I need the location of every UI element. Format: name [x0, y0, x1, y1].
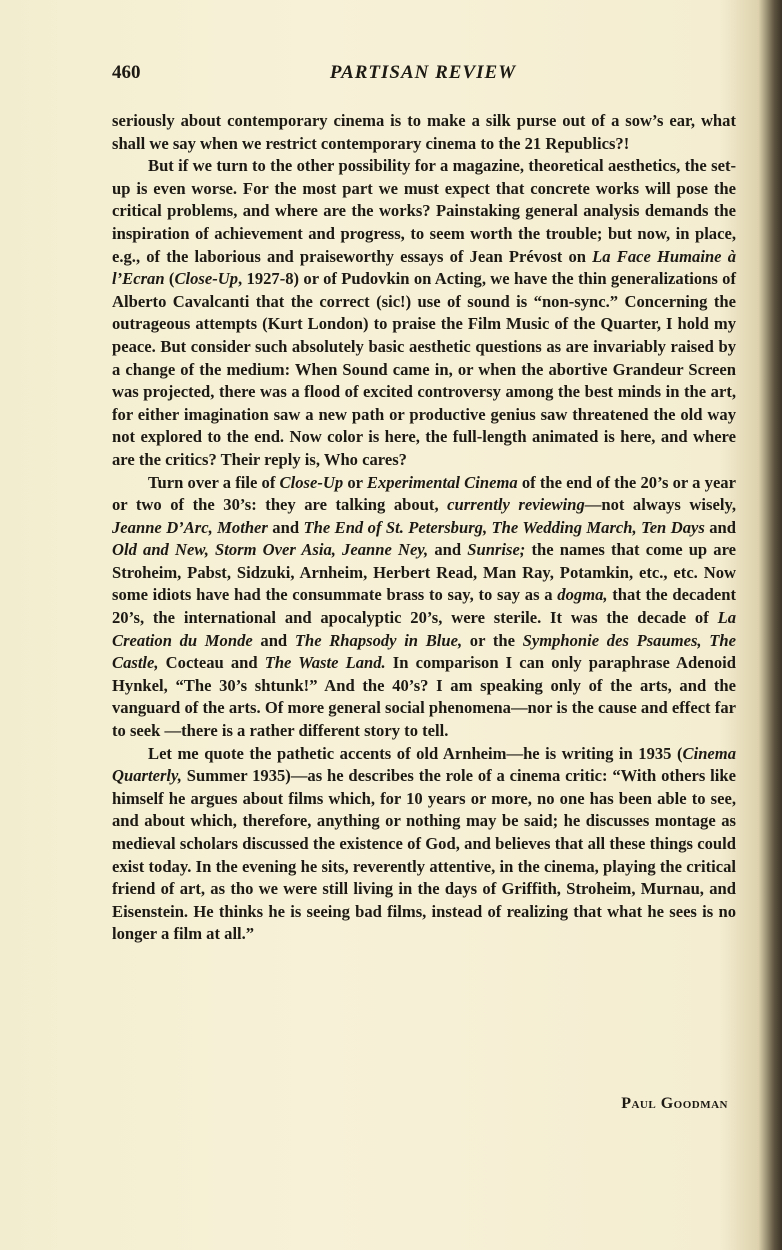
italic-run: currently reviewing: [447, 495, 585, 515]
text-run: seriously about contemporary cinema is to make a silk purse out of a sow’s ear, what shall we say when we restrict contemporary cinema to the 21 Republics?!: [112, 111, 736, 153]
italic-run: La Face Humaine à l’Ecran: [112, 246, 736, 289]
text-run: and: [252, 630, 295, 650]
paragraph: [112, 743, 736, 946]
text-run: the names that come up are Stroheim, Pabst, Sidzuki, Arnheim, Herbert Read, Man Ray, Potamkin, etc., etc. Now some idiots have had the consummate brass to say, to say as a: [112, 540, 736, 605]
text-run: Cocteau and: [158, 653, 265, 673]
text-run: and: [267, 517, 304, 537]
text-run: —not always wisely,: [584, 495, 736, 515]
italic-run: The End of St. Petersburg, The Wedding March, Ten Days: [303, 517, 705, 537]
text-run: or the: [462, 630, 523, 650]
italic-run: The Waste Land.: [264, 653, 386, 673]
italic-run: Close-Up: [174, 269, 239, 289]
text-run: that the decadent 20’s, the international and apocalyptic 20’s, were sterile. It was the decade of: [112, 585, 736, 628]
italic-run: Symphonie des Psaumes, The Castle,: [112, 630, 736, 673]
text-run: or: [343, 472, 367, 492]
text-run: But if we turn to the other possibility for a magazine, theoretical aesthetics, the set-up is even worse. For the most part we must expect that concrete works will pose the critical problems, and where are the works? Painstaking general analysis demands the inspiration of achievement and progress, to seem worth the trouble; but now, in place, e.g., of the laborious and praiseworthy essays of Jean Prévost on: [112, 156, 736, 266]
text-run: Turn over a file of: [148, 472, 280, 492]
paragraph: [112, 155, 736, 471]
text-run: , 1927-8) or of Pudovkin on Acting, we have the thin generalizations of Alberto Cavalcanti that the correct (sic!) use of sound is “non-sync.” Concerning the outrageous attempts (Kurt London) to praise the Film Music of the Quarter, I hold my peace. But consider such absolutely basic aesthetic questions as are invariably raised by a change of the medium: When Sound came in, or when the abortive Grandeur Screen was projected, there was a flood of excited controversy among the best minds in the art, for either imagination saw a new path or productive genius saw threatened the old way not explored to the end. Now color is here, the full-length animated is here, and where are the critics? Their reply is, Who cares?: [112, 269, 736, 469]
text-run: and: [704, 517, 736, 537]
page-number: 460: [112, 62, 141, 83]
paragraph: [112, 110, 736, 155]
italic-run: Cinema Quarterly,: [112, 743, 736, 786]
italic-run: dogma,: [557, 585, 608, 605]
text-run: Let me quote the pathetic accents of old Arnheim—he is writing in 1935 (: [148, 743, 683, 763]
text-run: (: [164, 269, 175, 289]
text-run: In comparison I can only paraphrase Adenoid Hynkel, “The 30’s shtunk!” And the 40’s? I am speaking only of the arts, and the vanguard of the arts. Of more general social phenomena—nor is the cause and effect far to seek —there is a rather different story to tell.: [112, 653, 736, 741]
italic-run: Close-Up: [279, 472, 344, 492]
italic-run: Experimental Cinema: [366, 472, 518, 492]
journal-title: PARTISAN REVIEW: [329, 62, 517, 83]
text-run: and: [428, 540, 468, 560]
italic-run: Sunrise;: [467, 540, 526, 560]
text-run: of the end of the 20’s or a year or two of the 30’s: they are talking about,: [112, 472, 736, 515]
italic-run: The Rhapsody in Blue,: [294, 630, 463, 650]
text-run: Summer 1935)—as he describes the role of a cinema critic: “With others like himself he argues about films which, for 10 years or more, no one has been able to see, and about which, therefore, anything or nothing may be said; he discusses montage as medieval scholars discussed the existence of God, and believes that all these things could exist today. In the evening he sits, reverently attentive, in the cinema, playing the critical friend of art, as tho we were still living in the days of Griffith, Stroheim, Murnau, and Eisenstein. He thinks he is seeing bad films, instead of realizing that what he sees is no longer a film at all.”: [112, 766, 736, 944]
paragraph: [112, 472, 736, 743]
italic-run: Old and New, Storm Over Asia, Jeanne Ney,: [112, 540, 429, 560]
running-header: [112, 62, 734, 88]
article-body: [112, 110, 736, 946]
author-signature: Paul Goodman: [621, 1095, 728, 1112]
italic-run: La Creation du Monde: [112, 608, 736, 650]
italic-run: Jeanne D’Arc, Mother: [112, 517, 268, 537]
